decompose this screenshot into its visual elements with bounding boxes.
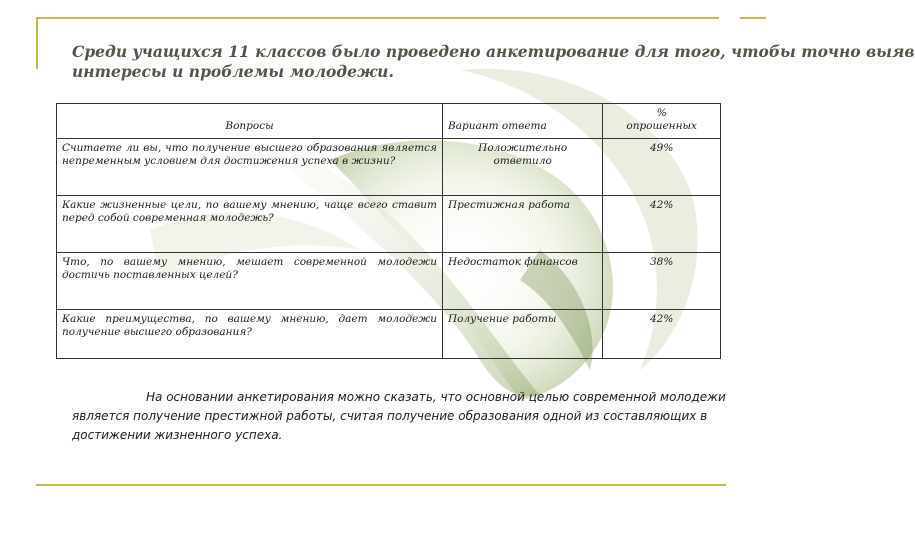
answer-cell [443, 196, 603, 253]
table-row [57, 253, 721, 310]
bottom-border-line [36, 484, 726, 486]
question-cell: Что, по вашему мнению, мешает современной молодежи достичь поставленных целей? [57, 253, 443, 310]
table-row [57, 196, 721, 253]
header-answer: Вариант ответа [443, 104, 603, 139]
question-cell: Считаете ли вы, что получение высшего образования является непременным условием для достижения успеха в жизни? [57, 139, 443, 196]
answer-line-1: Престижная работа [448, 199, 571, 211]
header-percent [603, 104, 721, 139]
answer-cell [443, 139, 603, 196]
answer-line-1: Недостаток финансов [448, 256, 578, 268]
percent-cell: 38% [603, 253, 721, 310]
answer-cell [443, 253, 603, 310]
percent-cell: 42% [603, 196, 721, 253]
title-line-1: Среди учащихся 11 классов было проведено анкетирование для того, чтобы точно выяв [72, 42, 915, 61]
table-header-row [57, 104, 721, 139]
survey-table [56, 103, 721, 359]
answer-line-2: ответило [493, 155, 552, 167]
top-border-line [36, 17, 719, 19]
percent-cell: 49% [603, 139, 721, 196]
table-row [57, 310, 721, 359]
top-right-border-line [740, 17, 766, 19]
question-cell: Какие жизненные цели, по вашему мнению, чаще всего ставит перед собой современная молодежь? [57, 196, 443, 253]
header-percent-symbol: % [656, 107, 667, 119]
left-border-line [36, 17, 38, 69]
answer-line-1: Получение работы [448, 313, 557, 325]
page-title [72, 42, 915, 82]
header-percent-label: опрошенных [626, 120, 697, 132]
conclusion-text: На основании анкетирования можно сказать, что основной целью современной молодежи является получение престижной работы, считая получение образования одной из составляющих в достижении жизненного успеха. [72, 390, 726, 442]
title-line-2: интересы и проблемы молодежи. [72, 62, 394, 81]
percent-cell: 42% [603, 310, 721, 359]
answer-cell [443, 310, 603, 359]
header-questions: Вопросы [57, 104, 443, 139]
table-row [57, 139, 721, 196]
question-cell: Какие преимущества, по вашему мнению, дает молодежи получение высшего образования? [57, 310, 443, 359]
answer-line-1: Положительно [478, 142, 568, 154]
